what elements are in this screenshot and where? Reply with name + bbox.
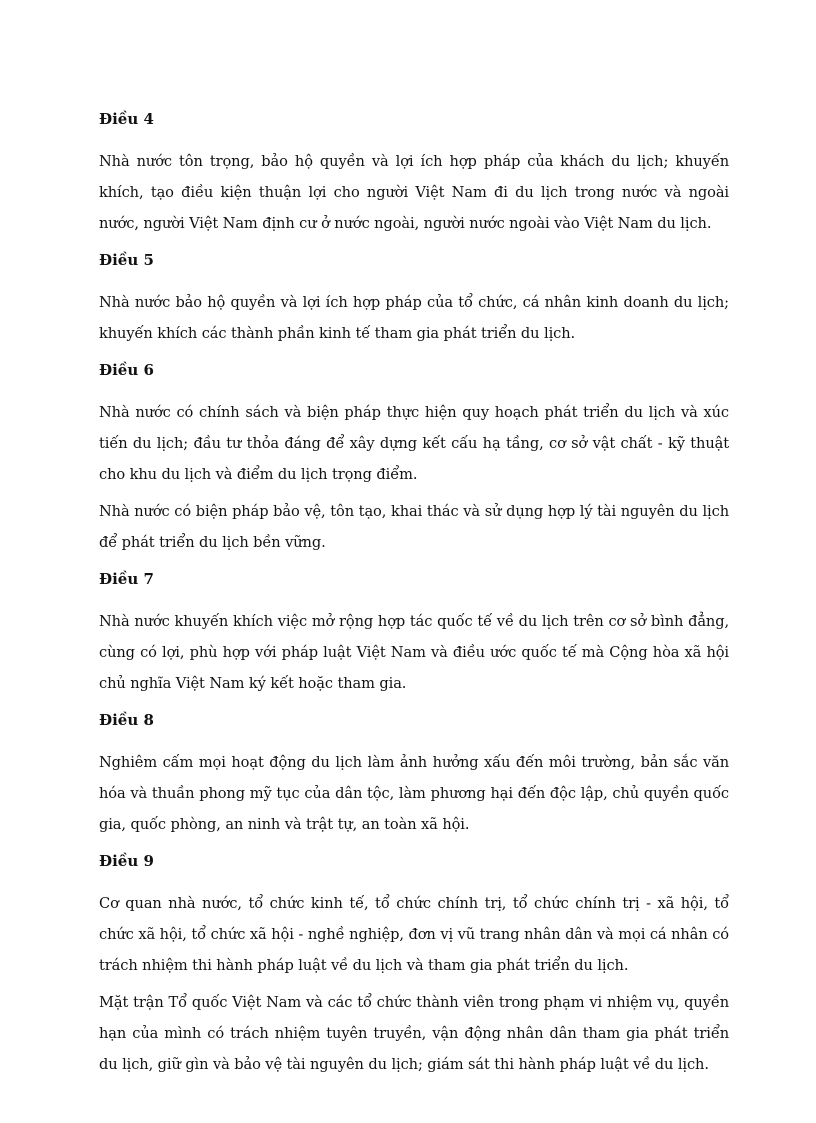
document-page [99, 104, 729, 1080]
article-9 [99, 846, 729, 1080]
article-6 [99, 355, 729, 564]
article-heading: Điều 9 [99, 852, 154, 870]
article-paragraph: Nhà nước khuyến khích việc mở rộng hợp tác quốc tế về du lịch trên cơ sở bình đẳng, cùng có lợi, phù hợp với pháp luật Việt Nam và điều ước quốc tế mà Cộng hòa xã hội chủ nghĩa Việt Nam ký kết hoặc tham gia. [99, 613, 729, 692]
article-8 [99, 705, 729, 846]
article-heading: Điều 6 [99, 361, 154, 379]
article-paragraph: Cơ quan nhà nước, tổ chức kinh tế, tổ chức chính trị, tổ chức chính trị - xã hội, tổ chức xã hội, tổ chức xã hội - nghề nghiệp, đơn vị vũ trang nhân dân và mọi cá nhân có trách nhiệm thi hành pháp luật về du lịch và tham gia phát triển du lịch. [99, 895, 729, 974]
article-7 [99, 564, 729, 705]
article-paragraph: Nhà nước có biện pháp bảo vệ, tôn tạo, khai thác và sử dụng hợp lý tài nguyên du lịch để phát triển du lịch bền vững. [99, 503, 729, 551]
article-paragraph: Nhà nước có chính sách và biện pháp thực hiện quy hoạch phát triển du lịch và xúc tiến du lịch; đầu tư thỏa đáng để xây dựng kết cấu hạ tầng, cơ sở vật chất - kỹ thuật cho khu du lịch và điểm du lịch trọng điểm. [99, 404, 729, 483]
article-paragraph: Nghiêm cấm mọi hoạt động du lịch làm ảnh hưởng xấu đến môi trường, bản sắc văn hóa và thuần phong mỹ tục của dân tộc, làm phương hại đến độc lập, chủ quyền quốc gia, quốc phòng, an ninh và trật tự, an toàn xã hội. [99, 754, 729, 833]
article-heading: Điều 4 [99, 110, 154, 128]
article-4 [99, 104, 729, 245]
article-paragraph: Nhà nước bảo hộ quyền và lợi ích hợp pháp của tổ chức, cá nhân kinh doanh du lịch; khuyến khích các thành phần kinh tế tham gia phát triển du lịch. [99, 294, 729, 342]
article-paragraph: Mặt trận Tổ quốc Việt Nam và các tổ chức thành viên trong phạm vi nhiệm vụ, quyền hạn của mình có trách nhiệm tuyên truyền, vận động nhân dân tham gia phát triển du lịch, giữ gìn và bảo vệ tài nguyên du lịch; giám sát thi hành pháp luật về du lịch. [99, 994, 729, 1073]
article-paragraph: Nhà nước tôn trọng, bảo hộ quyền và lợi ích hợp pháp của khách du lịch; khuyến khích, tạo điều kiện thuận lợi cho người Việt Nam đi du lịch trong nước và ngoài nước, người Việt Nam định cư ở nước ngoài, người nước ngoài vào Việt Nam du lịch. [99, 153, 729, 232]
article-5 [99, 245, 729, 355]
article-heading: Điều 7 [99, 570, 154, 588]
article-heading: Điều 5 [99, 251, 154, 269]
article-heading: Điều 8 [99, 711, 154, 729]
